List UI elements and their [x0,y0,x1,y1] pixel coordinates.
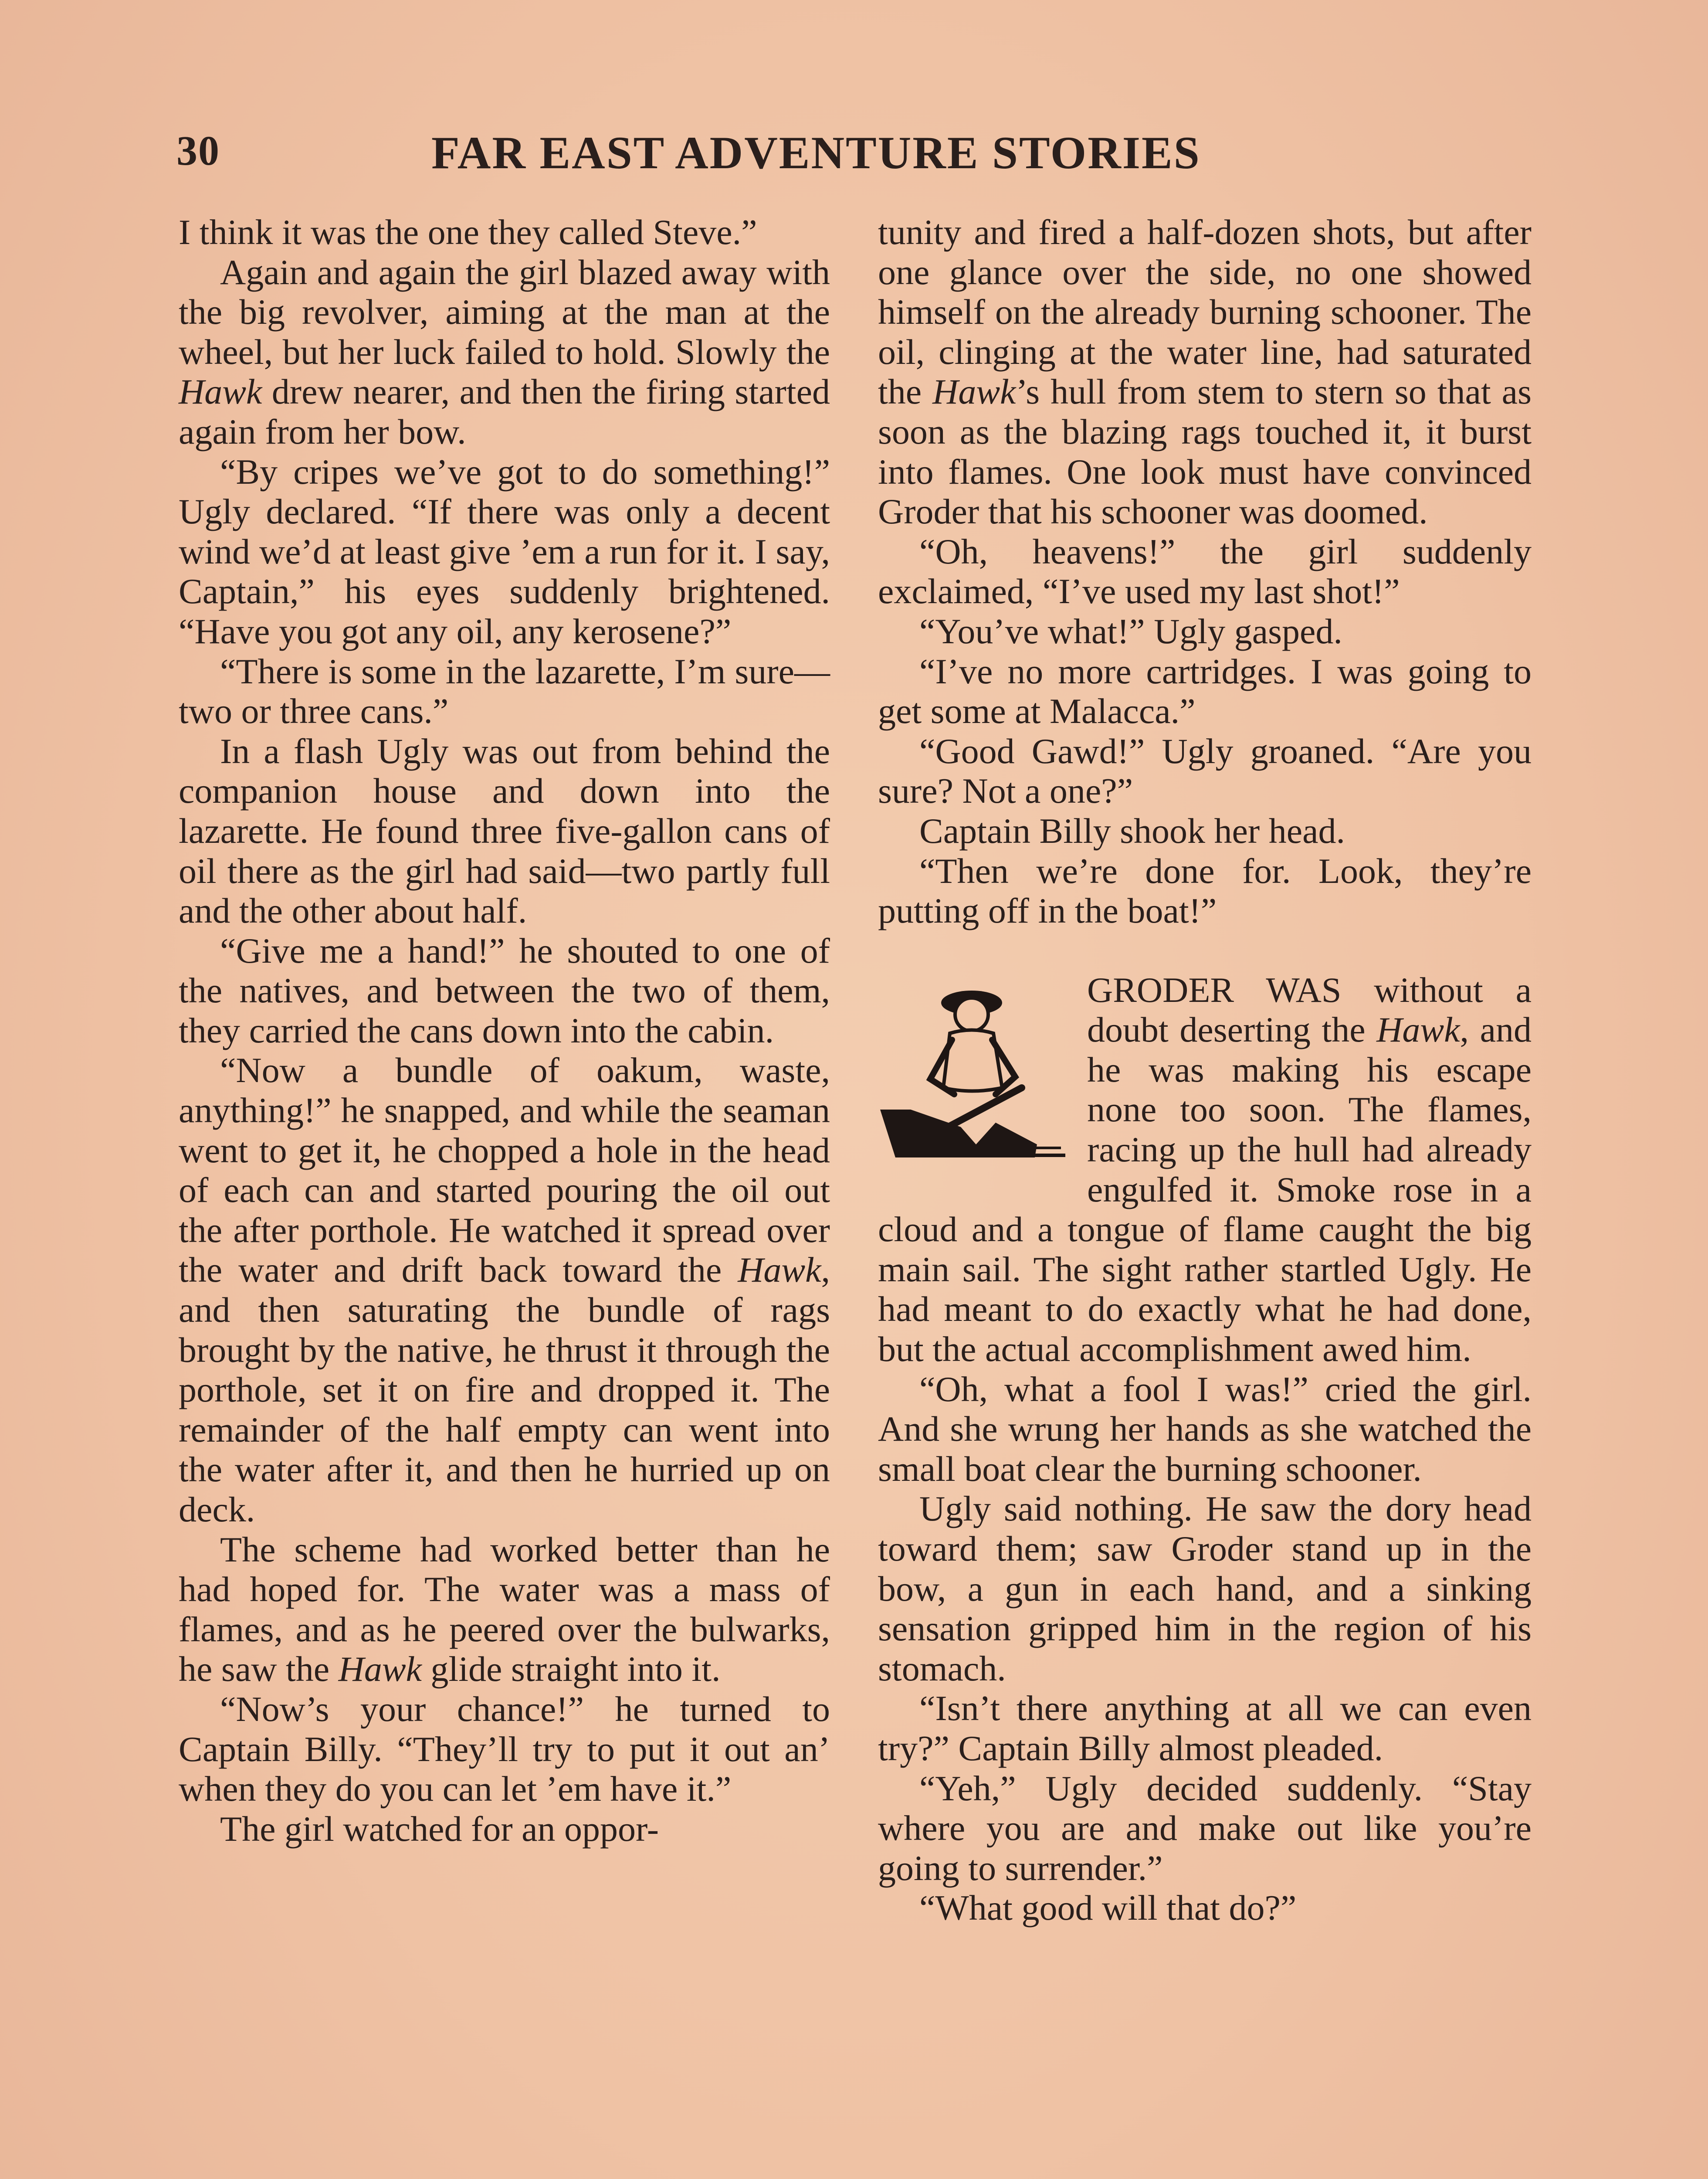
paragraph: The scheme had worked better than he had hoped for. The water was a mass of flames, and as he peered over the bulwarks, he saw the Hawk glide straight into it. [179,1529,830,1689]
paragraph: tunity and fired a half-dozen shots, but after one glance over the side, no one showed himself on the already burning schooner. The oil, clinging at the water line, had saturated the Hawk’s hull from stem to stern so that as soon as the blazing rags touched it, it burst into flames. One look must have convinced Groder that his schooner was doomed. [878,212,1532,532]
paragraph: “Yeh,” Ugly decided suddenly. “Stay where you are and make out like you’re going to surrender.” [878,1768,1532,1888]
paragraph: “I’ve no more cartridges. I was going to get some at Malacca.” [878,651,1532,731]
paragraph: “Good Gawd!” Ugly groaned. “Are you sure? Not a one?” [878,731,1532,811]
paragraph: “By cripes we’ve got to do something!” Ugly declared. “If there was only a decent wind we’d at least give ’em a run for it. I say, Captain,” his eyes suddenly brightened. “Have you got any oil, any kerosene?” [179,451,830,651]
page-header [176,126,1264,187]
section-break [878,931,1532,970]
left-column [179,212,830,1849]
paragraph: “Now’s your chance!” he turned to Captain Billy. “They’ll try to put it out an’ when they do you can let ’em have it.” [179,1689,830,1809]
paragraph: “There is some in the lazarette, I’m sure—two or three cans.” [179,651,830,731]
paragraph: “Give me a hand!” he shouted to one of the natives, and between the two of them, they carried the cans down into the cabin. [179,930,830,1050]
paragraph: “Oh, what a fool I was!” cried the girl. And she wrung her hands as she watched the small boat clear the burning schooner. [878,1369,1532,1489]
paragraph: I think it was the one they called Steve.” [179,212,757,252]
running-title: FAR EAST ADVENTURE STORIES [431,127,1201,178]
man-rowing-boat-icon [878,979,1070,1166]
paragraph: “Then we’re done for. Look, they’re putting off in the boat!” [878,851,1532,931]
paragraph: Ugly said nothing. He saw the dory head toward them; saw Groder stand up in the bow, a gun in each hand, and a sinking sensation gripped him in the region of his stomach. [878,1489,1532,1688]
paragraph: GRODER WAS without a doubt deserting the Hawk, and he was making his escape none too soon. The flames, racing up the hull had already engulfed it. Smoke rose in a cloud and a tongue of flame caught the big main sail. The sight rather startled Ugly. He had meant to do exactly what he had done, but the actual accomplishment awed him. [878,970,1532,1369]
paragraph: “You’ve what!” Ugly gasped. [919,611,1342,651]
paragraph: In a flash Ugly was out from behind the companion house and down into the lazarette. He found three five-gallon cans of oil there as the girl had said—two partly full and the other about half. [179,731,830,931]
paragraph: Captain Billy shook her head. [919,811,1345,851]
paragraph: The girl watched for an oppor- [220,1809,659,1849]
paragraph: “Now a bundle of oakum, waste, anything!” he snapped, and while the seaman went to get it, he chopped a hole in the head of each can and started pouring the oil out the after porthole. He watched it spread over the water and drift back toward the Hawk, and then saturating the bundle of rags brought by the native, he thrust it through the porthole, set it on fire and dropped it. The remainder of the half empty can went into the water after it, and then he hurried up on deck. [179,1050,830,1529]
paragraph: “Oh, heavens!” the girl suddenly exclaimed, “I’ve used my last shot!” [878,531,1532,611]
right-column [878,212,1532,1928]
paragraph: Again and again the girl blazed away with the big revolver, aiming at the man at the wheel, but her luck failed to hold. Slowly the Hawk drew nearer, and then the firing started again from her bow. [179,252,830,451]
paragraph: “Isn’t there anything at all we can even try?” Captain Billy almost pleaded. [878,1688,1532,1768]
page-number: 30 [176,127,220,174]
paragraph: “What good will that do?” [919,1888,1297,1928]
